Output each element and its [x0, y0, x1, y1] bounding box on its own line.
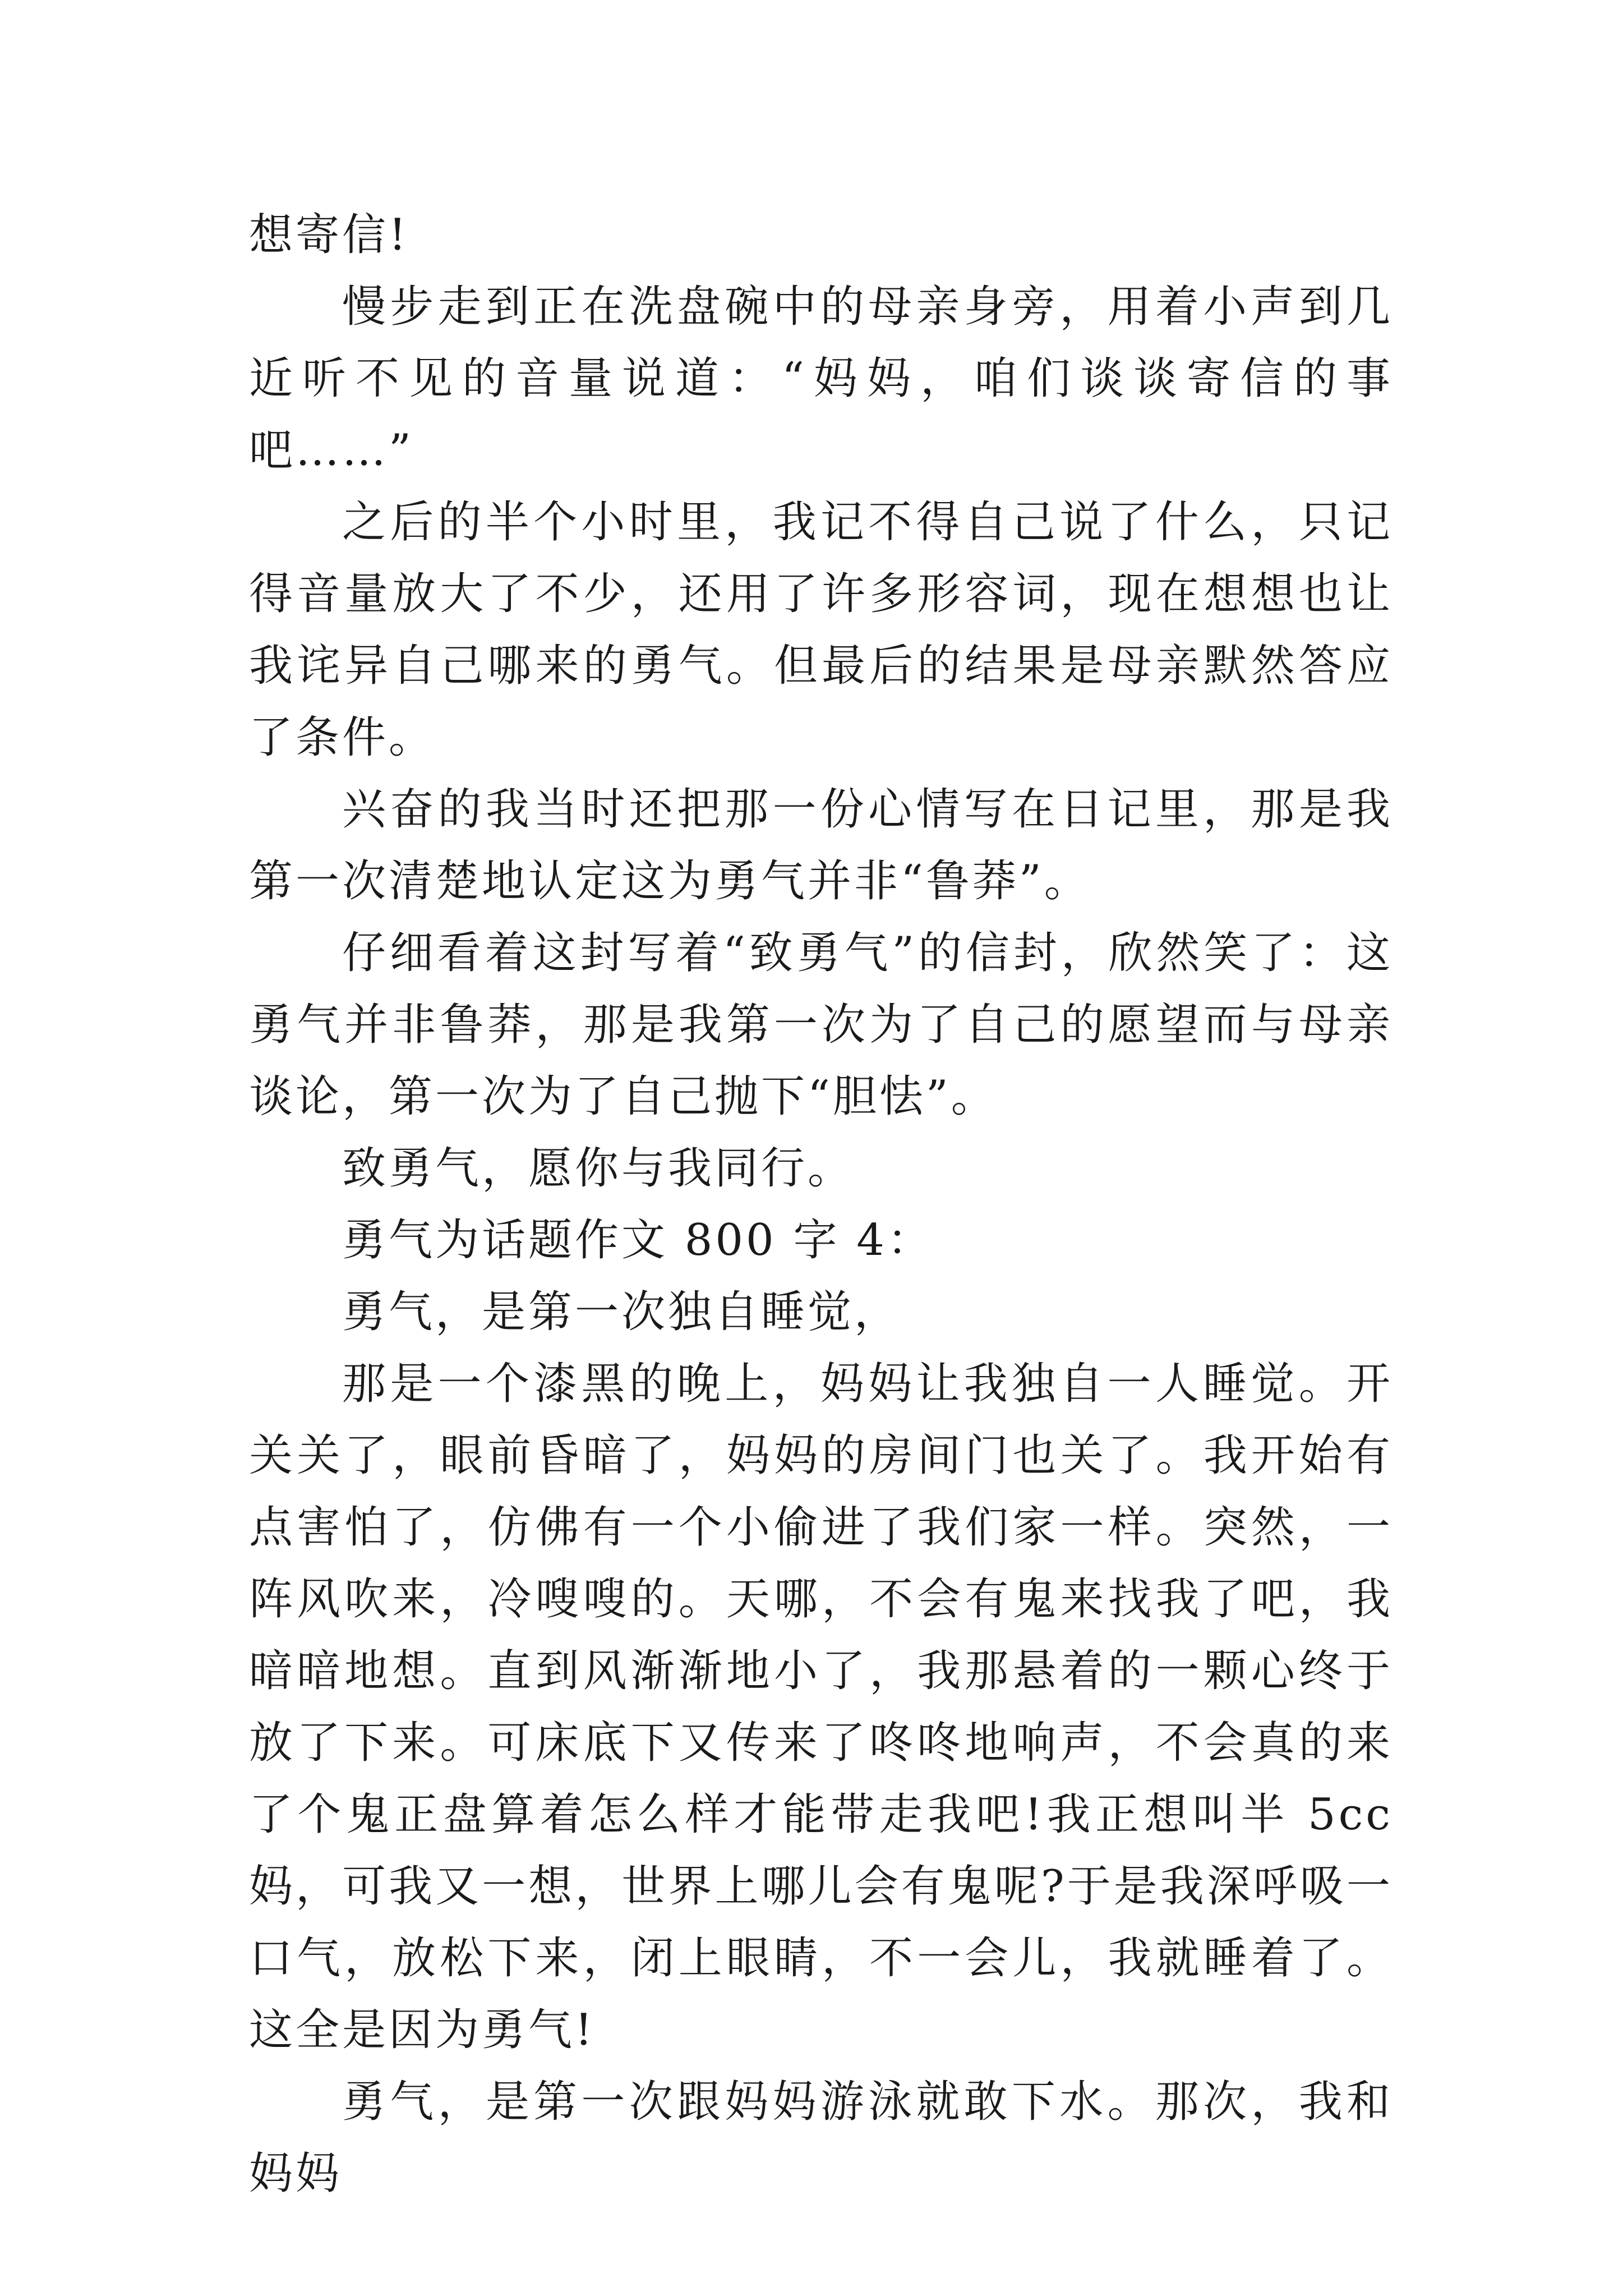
- section-heading: 勇气为话题作文 800 字 4：: [342, 1215, 934, 1266]
- document-body: [249, 199, 1393, 2210]
- paragraph: 慢步走到正在洗盘碗中的母亲身旁，用着小声到几近听不见的音量说道：“妈妈，咱们谈谈寄信的事吧……”: [249, 282, 1393, 476]
- paragraph: 兴奋的我当时还把那一份心情写在日记里，那是我第一次清楚地认定这为勇气并非“鲁莽”。: [249, 784, 1393, 907]
- paragraph: 致勇气，愿你与我同行。: [342, 1143, 855, 1194]
- paragraph: 之后的半个小时里，我记不得自己说了什么，只记得音量放大了不少，还用了许多形容词，现在想想也让我诧异自己哪来的勇气。但最后的结果是母亲默然答应了条件。: [249, 497, 1393, 763]
- paragraph: 仔细看着这封写着“致勇气”的信封，欣然笑了：这勇气并非鲁莽，那是我第一次为了自己的愿望而与母亲谈论，第一次为了自己抛下“胆怯”。: [249, 928, 1393, 1122]
- paragraph: 想寄信!: [249, 210, 409, 260]
- paragraph: 那是一个漆黑的晚上，妈妈让我独自一人睡觉。开关关了，眼前昏暗了，妈妈的房间门也关了。我开始有点害怕了，仿佛有一个小偷进了我们家一样。突然，一阵风吹来，冷嗖嗖的。天哪，不会有鬼来找我了吧，我暗暗地想。直到风渐渐地小了，我那悬着的一颗心终于放了下来。可床底下又传来了咚咚地响声，不会真的来了个鬼正盘算着怎么样才能带走我吧!我正想叫半 5cc 妈，可我又一想，世界上哪儿会有鬼呢?于是我深呼吸一口气，放松下来，闭上眼睛，不一会儿，我就睡着了。这全是因为勇气!: [249, 1359, 1393, 2055]
- paragraph: 勇气，是第一次独自睡觉，: [342, 1287, 901, 1337]
- paragraph: 勇气，是第一次跟妈妈游泳就敢下水。那次，我和妈妈: [249, 2077, 1393, 2199]
